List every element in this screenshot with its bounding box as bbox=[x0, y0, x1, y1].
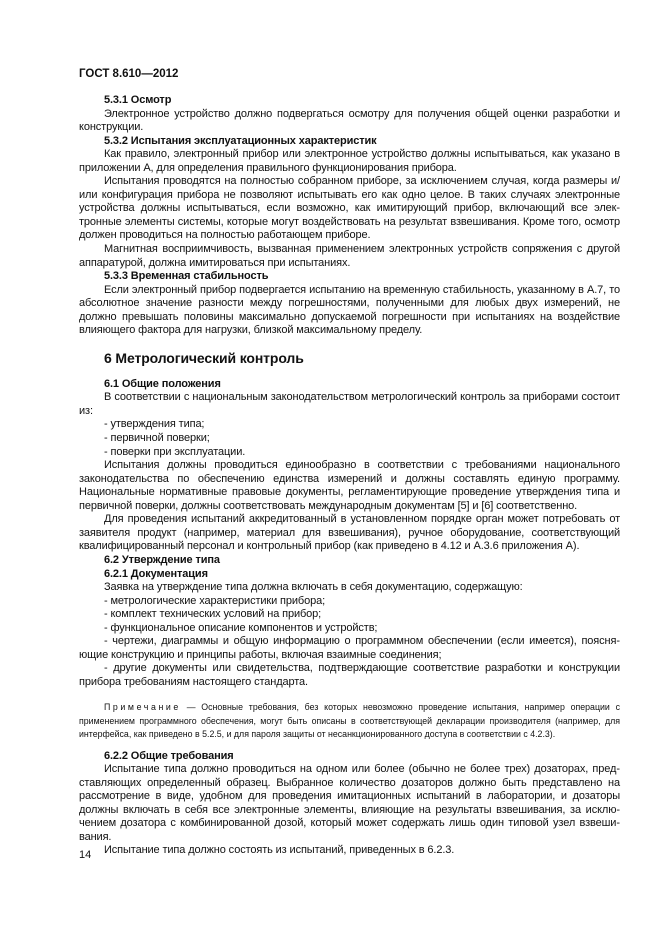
section-heading-5-3-1: 5.3.1 Осмотр bbox=[104, 94, 172, 106]
page-number: 14 bbox=[79, 849, 92, 861]
list-item: - чертежи, диаграммы и общую информацию о программном обеспечении (если имеется), поясняющие конструкцию и принципы работы, включая взаимные соединения; bbox=[79, 635, 620, 661]
section-heading-5-3-2: 5.3.2 Испытания эксплуатационных характеристик bbox=[104, 134, 377, 147]
paragraph: Магнитная восприимчивость, вызванная применением электронных устройств сопряжения с другой аппаратурой, должна имитироваться при испытаниях. bbox=[79, 243, 620, 269]
paragraph: Для проведения испытаний аккредитованный в установленном порядке орган может потребовать от заявителя продукт (например, материал для взвешивания), ручное оборудование, соответствующий квалифицированный персонал и контрольный прибор (как приведено в 4.12 и А.3.6 приложения А). bbox=[79, 513, 620, 553]
list-item: - другие документы или свидетельства, подтверждающие соответствие разработки и конструкции прибора требованиям настоящего стандарта. bbox=[79, 662, 620, 688]
note-label: Примечание bbox=[104, 702, 181, 713]
section-heading-6-2: 6.2 Утверждение типа bbox=[104, 553, 220, 566]
paragraph: Испытание типа должно проводиться на одном или более (обычно не более трех) дозаторах, представляющих определенный образец. Выбранное количество дозаторов должно быть представлено на рассмотрение в виде, удобном для проведения имитационных испытаний в лаборатории, и дозаторы должны включать в себя все электронные элементы, влияющие на результаты взвешивания, за исключением дозатора с комбинированной дозой, который может содержать лишь один типовой узел взвешивания. bbox=[79, 763, 620, 843]
list-item: - комплект технических условий на прибор; bbox=[104, 608, 322, 621]
list-item: - утверждения типа; bbox=[104, 418, 205, 431]
section-heading-5-3-3: 5.3.3 Временная стабильность bbox=[104, 270, 269, 283]
chapter-heading-6: 6 Метрологический контроль bbox=[104, 349, 304, 366]
paragraph: Электронное устройство должно подвергаться осмотру для получения общей оценки разработки и конструкции. bbox=[79, 107, 620, 134]
paragraph: В соответствии с национальным законодательством метрологический контроль за приборами состоит из: bbox=[79, 391, 620, 417]
list-item: - метрологические характеристики прибора; bbox=[104, 594, 326, 607]
section-heading-6-1: 6.1 Общие положения bbox=[104, 377, 221, 390]
paragraph: Как правило, электронный прибор или электронное устройство должны испытываться, как указано в приложении А, для определения правильного функционирования прибора. bbox=[79, 148, 620, 174]
section-heading-6-2-1: 6.2.1 Документация bbox=[104, 567, 208, 580]
note-text: — Основные требования, без которых невозможно проведение испытания, например операции с применением программного обеспечения, могут быть описаны в соответствующей декларации производителя (например, для интерфейса, как приведено в 5.2.5, и для пароля защиты от несанкционированного доступа в соответствии с 4.2.3). bbox=[79, 702, 620, 740]
paragraph: Испытания должны проводиться единообразно в соответствии с требованиями национального законодательства по обеспечению единства измерений и должны составлять единую программу. Национальные нормативные правовые документы, регламентирующие проведение утверждения типа и первичной поверки, должны соответствовать международным документам [5] и [6] соответственно. bbox=[79, 459, 620, 512]
paragraph: Если электронный прибор подвергается испытанию на временную стабильность, указанному в А.7, то абсолютное значение разности между погрешностями, полученными для любых двух измерений, не должно превышать половины максимально допускаемой погрешности при испытаниях на воздействие влияющего фактора для нагрузки, близкой максимальному пределу. bbox=[79, 283, 620, 337]
note bbox=[79, 701, 620, 741]
paragraph: Испытания проводятся на полностью собранном приборе, за исключением случая, когда размеры и/или конфигурация прибора не позволяют испытывать его как одно целое. В таких случаях электронные устройства должны испытываться, если возможно, как имитирующий прибор, включающий все электронные элементы системы, которые могут воздействовать на результат взвешивания. Кроме того, осмотр должен проводиться на полностью работающем приборе. bbox=[79, 175, 620, 242]
document-body bbox=[79, 94, 620, 858]
document-header: ГОСТ 8.610—2012 bbox=[79, 68, 179, 80]
list-item: - первичной поверки; bbox=[104, 432, 210, 445]
paragraph: Заявка на утверждение типа должна включать в себя документацию, содержащую: bbox=[104, 581, 523, 594]
list-item: - поверки при эксплуатации. bbox=[104, 445, 246, 458]
paragraph: Испытание типа должно состоять из испытаний, приведенных в 6.2.3. bbox=[104, 844, 455, 857]
section-heading-6-2-2: 6.2.2 Общие требования bbox=[104, 749, 234, 762]
list-item: - функциональное описание компонентов и устройств; bbox=[104, 621, 378, 634]
